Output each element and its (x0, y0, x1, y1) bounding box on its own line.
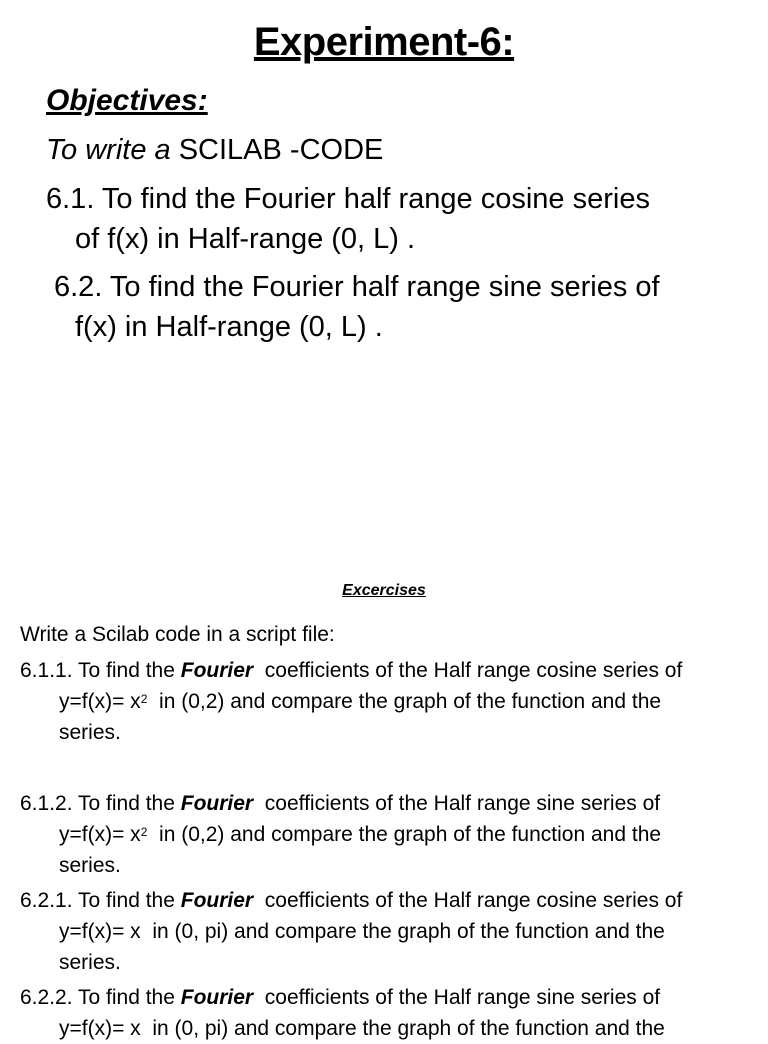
exercise-item-4-line-2 (59, 1013, 665, 1044)
exercise-text: in (0,2) and compare the graph of the function and the (159, 690, 662, 713)
objective-item-2-line-1: 6.2. To find the Fourier half range sine series of (54, 271, 660, 303)
exercise-function: y=f(x)= x (59, 823, 141, 846)
exercise-prefix: To find the (78, 889, 175, 912)
objective-item-1-line-2: of f(x) in Half-range (0, L) . (75, 223, 416, 255)
exercise-item-3-line-3: series. (59, 951, 121, 974)
exercise-text: coefficients of the Half range cosine series of (264, 659, 683, 682)
exercise-item-1-line-2 (59, 686, 661, 717)
exercise-function: y=f(x)= x (59, 1017, 141, 1040)
exercise-text: in (0, pi) and compare the graph of the function and the (152, 1017, 665, 1040)
objectives-heading: Objectives: (46, 84, 208, 117)
exercise-item-2-line-2 (59, 819, 661, 850)
exercise-text: in (0,2) and compare the graph of the function and the (159, 823, 662, 846)
exercise-function: y=f(x)= x (59, 920, 141, 943)
exercise-item-1-line-3: series. (59, 721, 121, 744)
exercise-prefix: To find the (78, 986, 175, 1009)
exercise-item-2-line-1 (20, 788, 660, 819)
objectives-intro-italic: To write a (46, 134, 171, 166)
exercise-fourier-word: Fourier (180, 659, 254, 682)
exercise-text: in (0, pi) and compare the graph of the function and the (152, 920, 665, 943)
exercises-heading: Excercises (342, 582, 426, 599)
exercise-number: 6.2.1. (20, 889, 73, 912)
page-title: Experiment-6: (253, 20, 515, 64)
exercise-fourier-word: Fourier (180, 792, 254, 815)
exercise-prefix: To find the (78, 792, 175, 815)
exercise-function: y=f(x)= x (59, 690, 141, 713)
exercise-number: 6.1.1. (20, 659, 73, 682)
exercise-item-3-line-2 (59, 916, 665, 947)
exercise-text: coefficients of the Half range sine series of (264, 986, 661, 1009)
exponent: 2 (140, 692, 148, 706)
exercise-fourier-word: Fourier (180, 986, 254, 1009)
exercise-text: coefficients of the Half range sine series of (264, 792, 661, 815)
objective-item-1-line-1: 6.1. To find the Fourier half range cosine series (46, 183, 650, 215)
exercise-prefix: To find the (78, 659, 175, 682)
exercise-fourier-word: Fourier (180, 889, 254, 912)
exercise-item-2-line-3: series. (59, 854, 121, 877)
exercise-item-1-line-1 (20, 655, 682, 686)
exercise-item-4-line-1 (20, 982, 660, 1013)
exercise-text: coefficients of the Half range cosine series of (264, 889, 683, 912)
exercise-number: 6.1.2. (20, 792, 73, 815)
exercises-intro: Write a Scilab code in a script file: (20, 623, 335, 646)
objectives-intro (46, 130, 383, 170)
objective-item-2-line-2: f(x) in Half-range (0, L) . (75, 311, 383, 343)
exercise-item-3-line-1 (20, 885, 682, 916)
exercise-number: 6.2.2. (20, 986, 73, 1009)
exponent: 2 (140, 825, 148, 839)
objectives-intro-rest: SCILAB -CODE (170, 134, 384, 166)
